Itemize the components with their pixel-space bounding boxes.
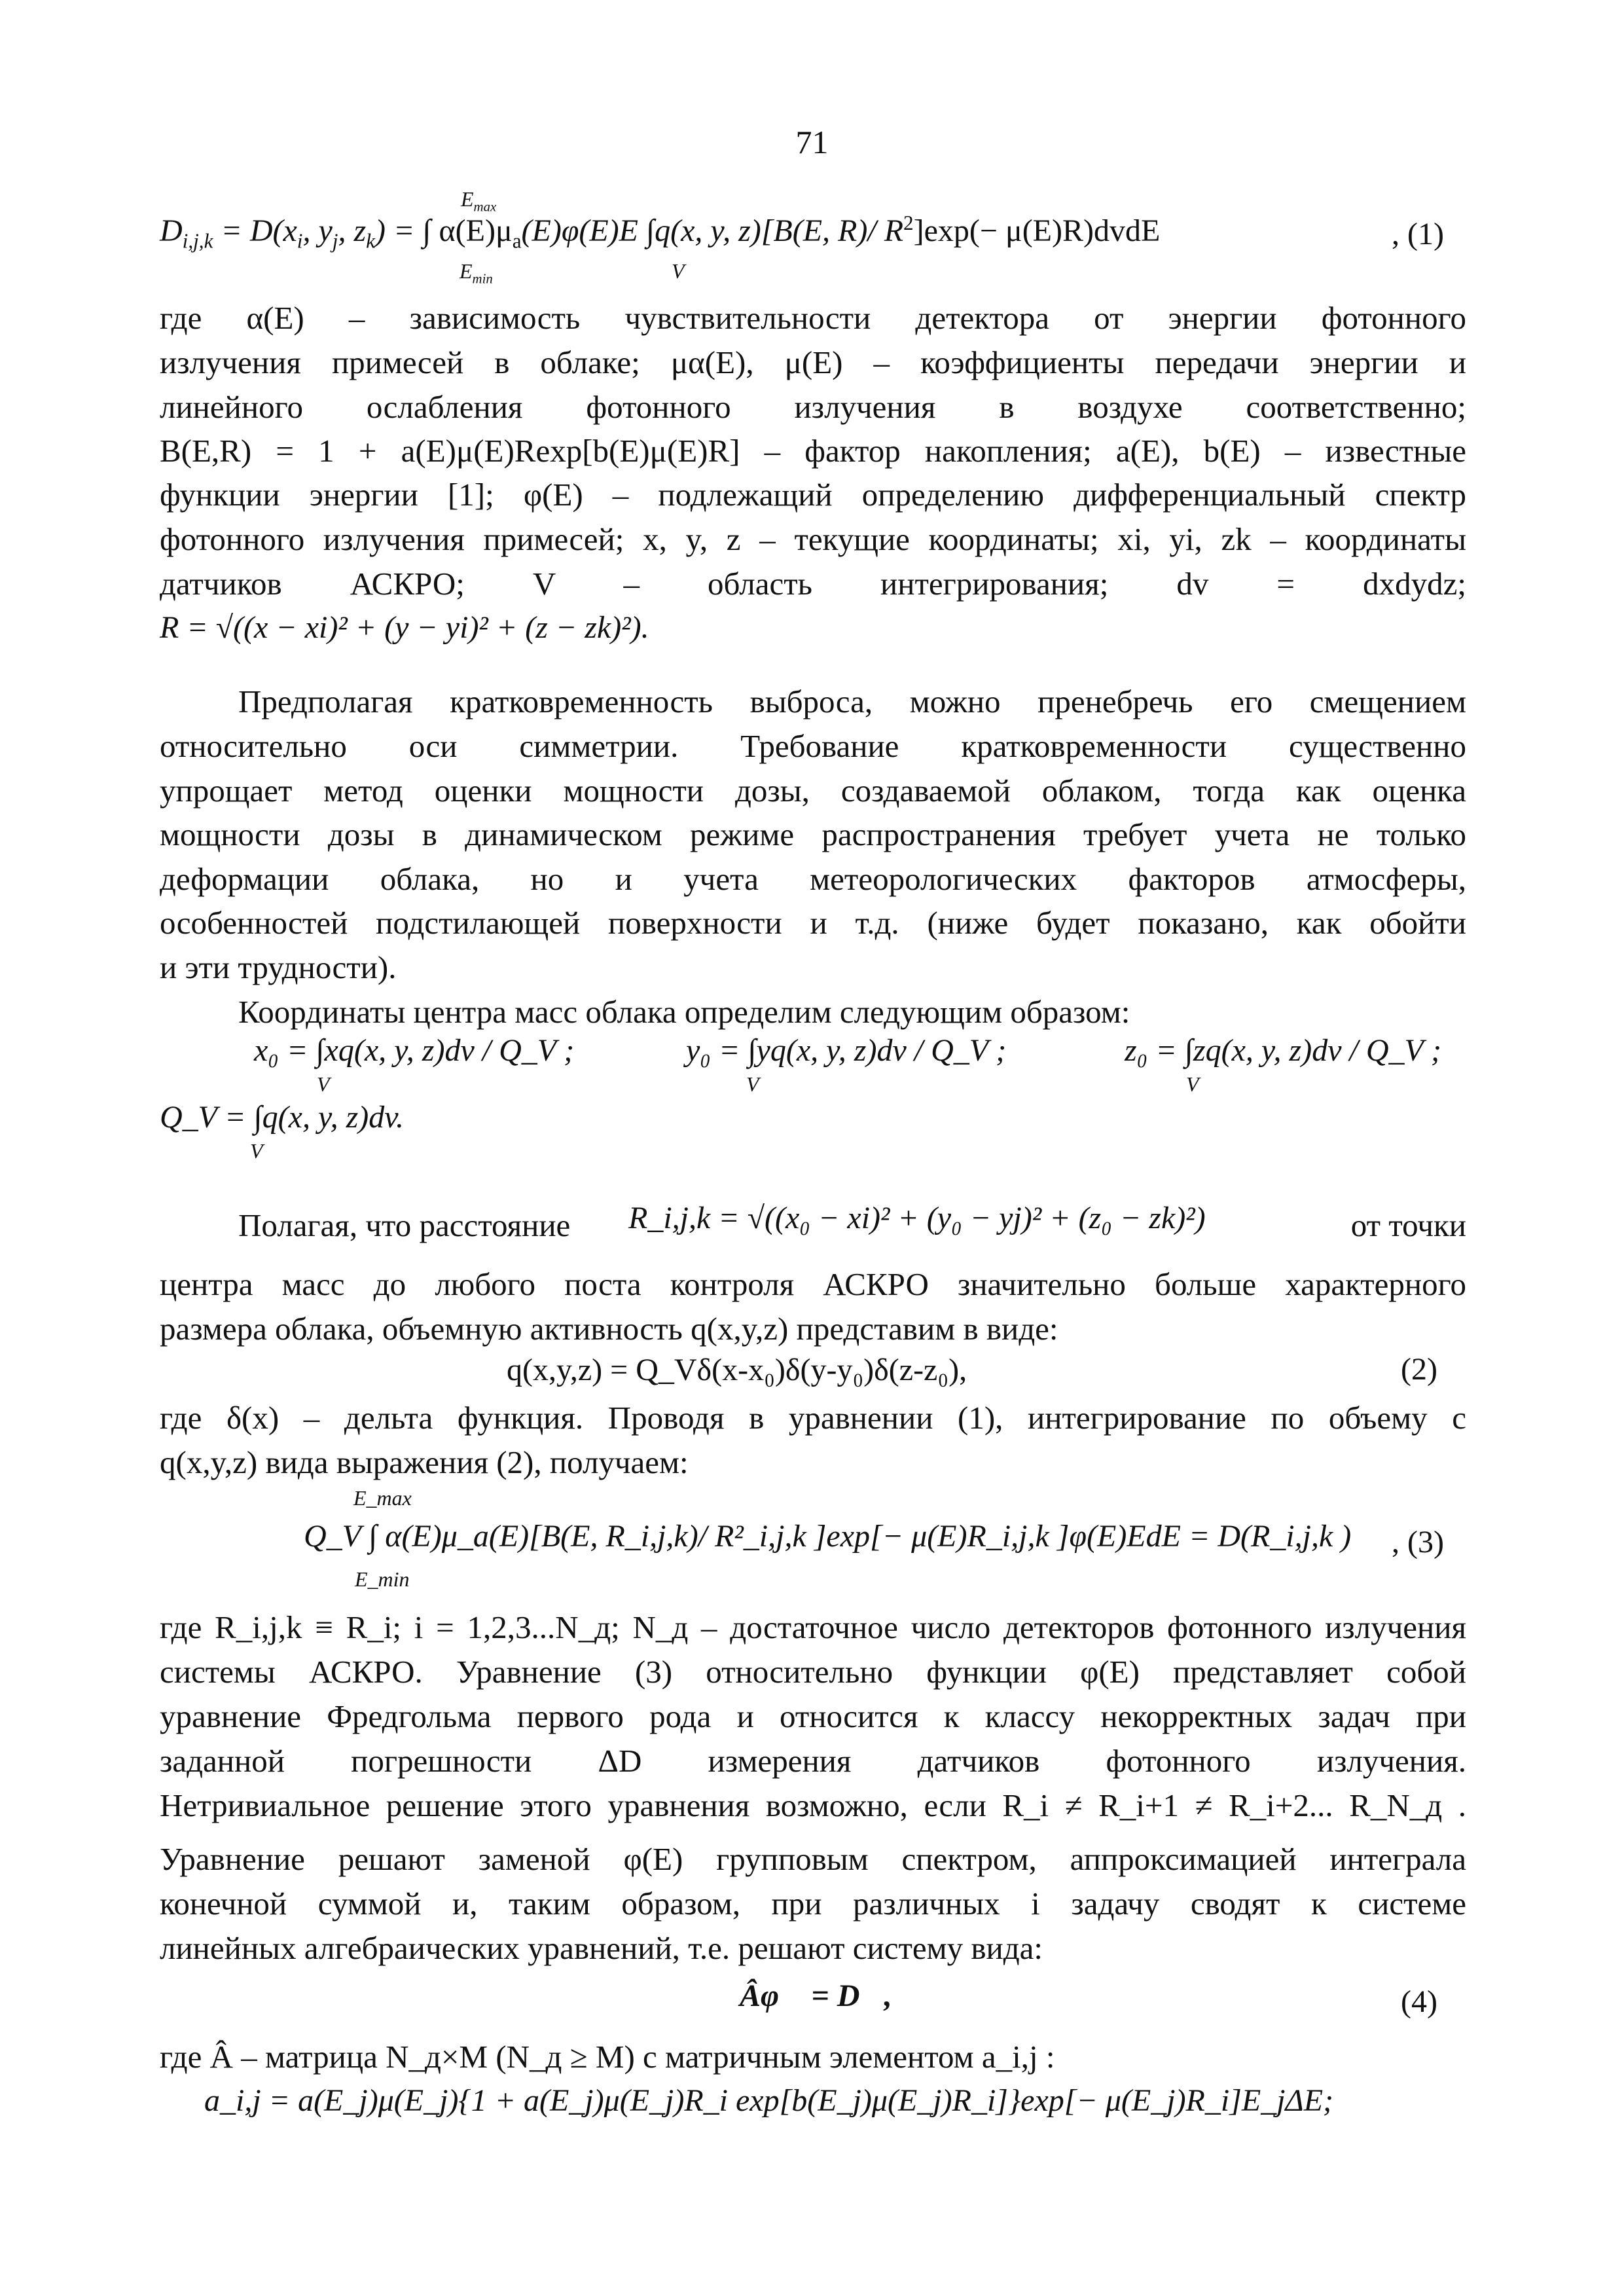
text-line: B(E,R) = 1 + a(E)μ(E)Rexp[b(E)μ(E)R] – фактор накопления; a(E), b(E) – известные [160,433,1466,469]
text-line: где δ(x) – дельта функция. Проводя в уравнении (1), интегрирование по объему с [160,1400,1466,1436]
text-line: линейных алгебраических уравнений, т.е. решают систему вида: [160,1930,1043,1966]
text-line: функции энергии [1]; φ(E) – подлежащий определению дифференциальный спектр [160,477,1466,513]
text-line: размера облака, объемную активность q(x,y,z) представим в виде: [160,1311,1058,1347]
page-number: 71 [795,124,829,160]
text-line: где R_i,j,k ≡ R_i; i = 1,2,3...N_д; N_д – достаточное число детекторов фотонного излучения [160,1609,1466,1645]
text-line: конечной суммой и, таким образом, при различных i задачу сводят к системе [160,1886,1466,1922]
text-line: где Â – матрица N_д×M (N_д ≥ M) с матричным элементом a_i,j : [160,2039,1055,2075]
matrix-element-formula: a_i,j = a(E_j)μ(E_j){1 + a(E_j)μ(E_j)R_i exp[b(E_j)μ(E_j)R_i]}exp[− μ(E_j)R_i]E_jΔE; [204,2083,1334,2118]
text-line: особенностей подстилающей поверхности и т.д. (ниже будет показано, как обойти [160,905,1466,941]
equation-2-number: (2) [1401,1352,1437,1387]
text-line: линейного ослабления фотонного излучения в воздухе соответственно; [160,389,1466,425]
z0-limit: V [1186,1072,1199,1096]
equation-1: $D_{i,j,k} = D(x_i$, $y_j$, $z_k$) = ∫ $\alpha(E)\mu_a(E)\varphi(E)E$ ∫q(x, y, z)[B(E, R)/ $R^2]\exp(-$ μ(E)R)dvdE [160,211,1161,253]
text-line: деформации облака, но и учета метеорологических факторов атмосферы, [160,861,1466,897]
equation-2: q(x,y,z) = Q_Vδ(x-x₀)δ(y-y₀)δ(z-z₀), [507,1353,967,1387]
eq1-volume-limit: V [672,259,685,283]
text-line: от точки [1350,1207,1466,1243]
text-line: уравнение Фредгольма первого рода и относится к классу некорректных задач при [160,1698,1466,1734]
equation-4-number: (4) [1401,1984,1437,2019]
text-line: Уравнение решают заменой φ(E) групповым спектром, аппроксимацией интеграла [160,1841,1466,1877]
x0-formula: x₀ = ∫xq(x, y, z)dv / Q_V ; [254,1033,575,1068]
equation-1-number: , (1) [1392,217,1444,251]
eq1-upper-limit: $E_{max}$ [461,187,497,215]
r-formula: R = √((x − xi)² + (y − yi)² + (z − zk)²). [160,610,649,645]
y0-limit: V [746,1072,759,1096]
text-line: q(x,y,z) вида выражения (2), получаем: [160,1444,689,1480]
text-line: Координаты центра масс облака определим следующим образом: [238,994,1130,1030]
eq1-lower-limit: $E_{min}$ [460,259,493,287]
equation-4: Âφ⃗ = D⃗, [740,1978,892,2013]
distance-formula: R_i,j,k = √((x₀ − xi)² + (y₀ − yj)² + (z₀ − zk)²) [628,1201,1206,1235]
text-line: Полагая, что расстояние [238,1207,571,1243]
text-line: где α(E) – зависимость чувствительности детектора от энергии фотонного [160,300,1466,336]
text-line: упрощает метод оценки мощности дозы, создаваемой облаком, тогда как оценка [160,773,1466,809]
text-line: системы АСКРО. Уравнение (3) относительно функции φ(E) представляет собой [160,1654,1466,1690]
eq3-upper-limit: E_max [353,1486,412,1510]
z0-formula: z₀ = ∫zq(x, y, z)dv / Q_V ; [1125,1033,1441,1068]
text-line: заданной погрешности ΔD измерения датчиков фотонного излучения. [160,1743,1466,1779]
text-line: датчиков АСКРО; V – область интегрирования; dv = dxdydz; [160,566,1466,602]
text-line: мощности дозы в динамическом режиме распространения требует учета не только [160,816,1466,852]
x0-limit: V [317,1072,330,1096]
text-line: относительно оси симметрии. Требование кратковременности существенно [160,728,1466,764]
qv-formula: Q_V = ∫q(x, y, z)dv. [160,1100,405,1135]
eq3-lower-limit: E_min [355,1567,410,1591]
text-line: Нетривиальное решение этого уравнения возможно, если R_i ≠ R_i+1 ≠ R_i+2... R_N_д . [160,1787,1466,1823]
equation-3: Q_V ∫ α(E)μ_a(E)[B(E, R_i,j,k)/ R²_i,j,k ]exp[− μ(E)R_i,j,k ]φ(E)EdE = D(R_i,j,k ) [304,1519,1352,1554]
text-line: и эти трудности). [160,949,397,985]
qv-limit: V [250,1139,263,1163]
text-line: фотонного излучения примесей; x, y, z – текущие координаты; xi, yi, zk – координаты [160,521,1466,557]
text-line: излучения примесей в облаке; μα(E), μ(E) – коэффициенты передачи энергии и [160,344,1466,380]
text-line: Предполагая кратковременность выброса, можно пренебречь его смещением [238,683,1466,720]
text-line: центра масс до любого поста контроля АСКРО значительно больше характерного [160,1266,1466,1302]
y0-formula: y₀ = ∫yq(x, y, z)dv / Q_V ; [686,1033,1007,1068]
equation-3-number: , (3) [1392,1525,1444,1559]
